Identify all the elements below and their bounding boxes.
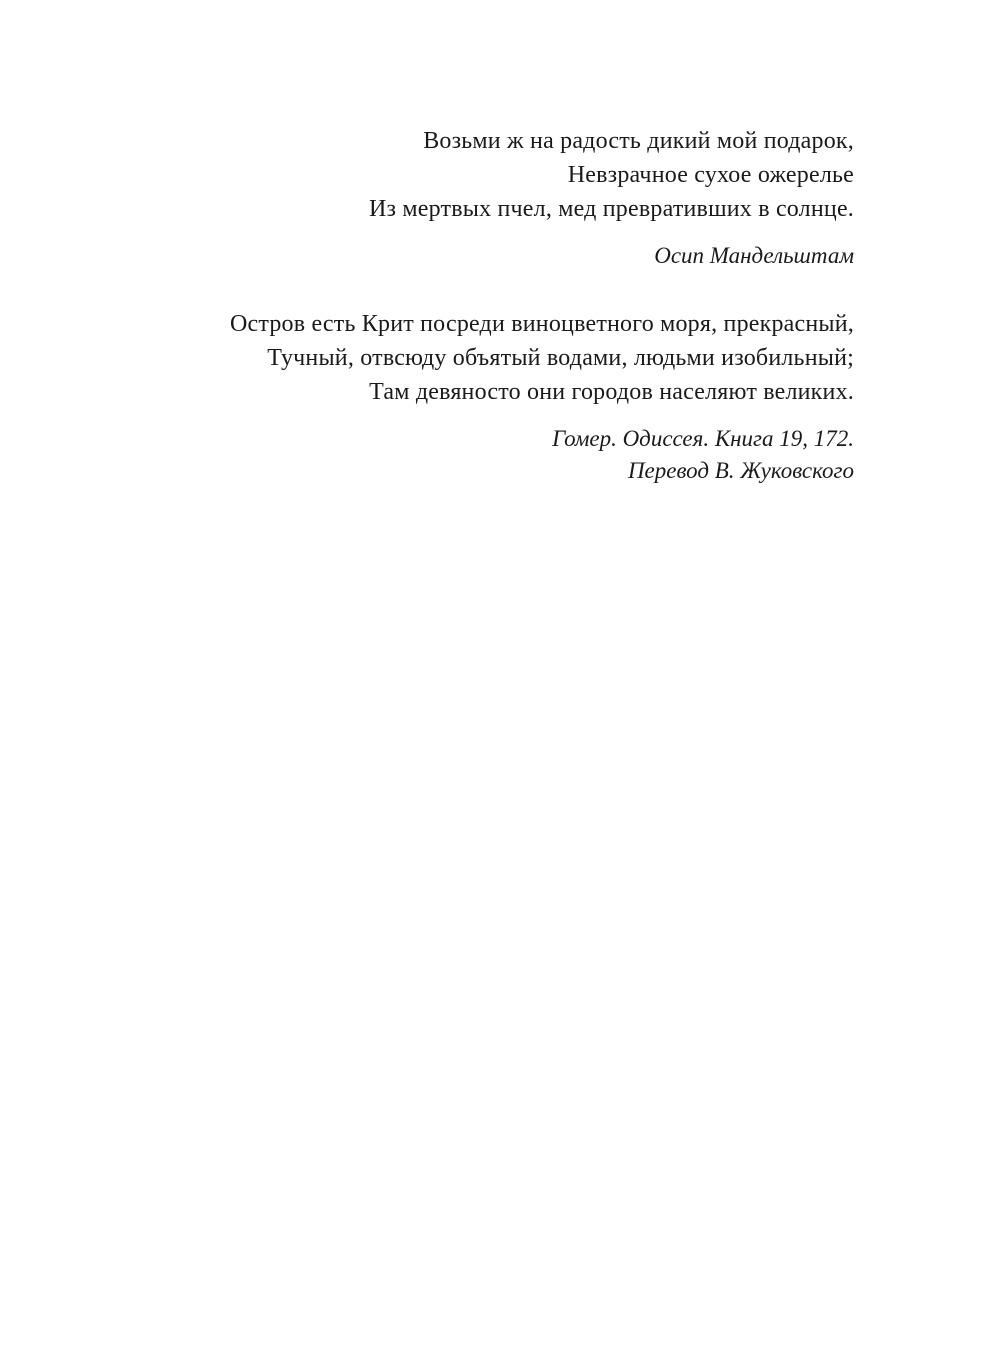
verse-line: Возьми ж на радость дикий мой подарок,: [423, 128, 854, 154]
verse-line: Невзрачное сухое ожерелье: [567, 162, 854, 188]
verse-line: Остров есть Крит посреди виноцветного моря, прекрасный,: [229, 311, 854, 337]
verse-line: Из мертвых пчел, мед превративших в солнце.: [369, 196, 854, 222]
attribution-translator: Перевод В. Жуковского: [627, 458, 854, 483]
epigraph-mandelstam: [369, 124, 854, 272]
attribution-author: Осип Мандельштам: [654, 243, 854, 268]
verse: [369, 124, 854, 226]
verse-line: Там девяносто они городов населяют великих.: [369, 379, 854, 405]
verse-line: Тучный, отвсюду объятый водами, людьми изобильный;: [267, 345, 854, 371]
attribution-source: Гомер. Одиссея. Книга 19, 172.: [552, 426, 854, 451]
verse: [230, 307, 854, 409]
epigraph-homer: [230, 307, 854, 487]
attribution: [369, 240, 854, 272]
attribution: [230, 423, 854, 487]
